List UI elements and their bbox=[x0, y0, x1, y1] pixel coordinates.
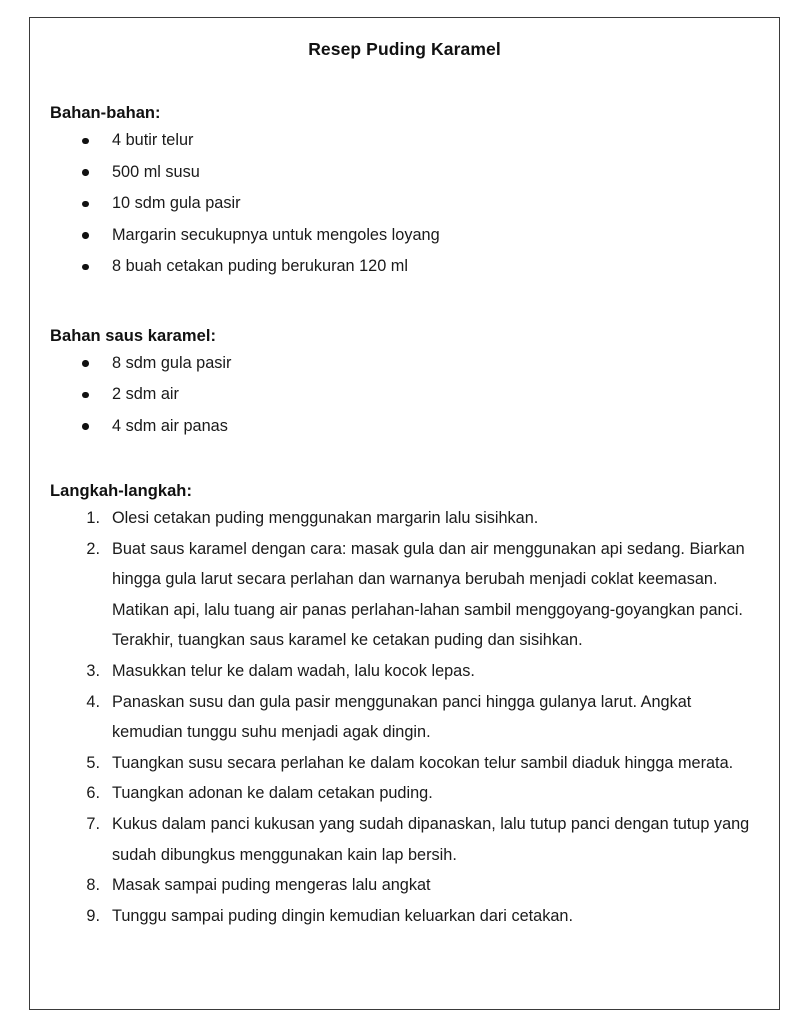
bullet-icon bbox=[82, 157, 89, 189]
bullet-icon bbox=[82, 125, 89, 157]
bullet-icon bbox=[82, 220, 89, 252]
step-text: Tuangkan susu secara perlahan ke dalam kocokan telur sambil diaduk hingga merata. bbox=[112, 753, 734, 772]
ingredient-text: 4 butir telur bbox=[112, 131, 194, 149]
step-text: Buat saus karamel dengan cara: masak gula dan air menggunakan api sedang. Biarkan hingga gula larut secara perlahan dan warnanya berubah menjadi coklat keemasan. Matikan api, lalu tuang air panas perlahan-lahan sambil menggoyang-goyangkan panci. Terakhir, tuangkan saus karamel ke cetakan puding dan sisihkan. bbox=[112, 539, 745, 650]
bullet-icon bbox=[82, 188, 89, 220]
step-item bbox=[44, 870, 765, 901]
ingredient-text: 2 sdm air bbox=[112, 385, 179, 403]
ingredients-list bbox=[44, 125, 765, 283]
step-item bbox=[44, 687, 765, 748]
section-steps bbox=[44, 482, 765, 931]
spacer-before-steps bbox=[44, 442, 765, 482]
caramel-sauce-heading: Bahan saus karamel: bbox=[50, 326, 217, 345]
step-text: Masak sampai puding mengeras lalu angkat bbox=[112, 876, 431, 895]
list-item bbox=[44, 220, 765, 252]
step-number: 7. bbox=[86, 814, 100, 833]
section-caramel-sauce bbox=[44, 327, 765, 443]
step-number: 2. bbox=[86, 539, 100, 558]
bullet-icon bbox=[82, 348, 89, 380]
ingredients-heading: Bahan-bahan: bbox=[50, 104, 161, 122]
bullet-icon bbox=[82, 379, 89, 411]
step-text: Tuangkan adonan ke dalam cetakan puding. bbox=[112, 784, 433, 803]
step-number: 6. bbox=[86, 784, 100, 803]
ingredient-text: 8 buah cetakan puding berukuran 120 ml bbox=[112, 257, 408, 275]
steps-list bbox=[44, 503, 765, 931]
document-border-frame bbox=[29, 17, 780, 1010]
step-item bbox=[44, 778, 765, 809]
ingredient-text: 500 ml susu bbox=[112, 162, 200, 181]
list-item bbox=[44, 188, 765, 220]
step-text: Tunggu sampai puding dingin kemudian keluarkan dari cetakan. bbox=[112, 906, 573, 925]
ingredient-text: 4 sdm air panas bbox=[112, 416, 228, 435]
step-item bbox=[44, 656, 765, 687]
step-text: Masukkan telur ke dalam wadah, lalu kocok lepas. bbox=[112, 661, 475, 680]
ingredient-text: 10 sdm gula pasir bbox=[112, 194, 241, 212]
step-item bbox=[44, 901, 765, 932]
step-item bbox=[44, 503, 765, 534]
step-number: 9. bbox=[86, 906, 100, 925]
step-text: Kukus dalam panci kukusan yang sudah dipanaskan, lalu tutup panci dengan tutup yang sudah dibungkus menggunakan kain lap bersih. bbox=[112, 814, 750, 864]
ingredient-text: Margarin secukupnya untuk mengoles loyang bbox=[112, 225, 440, 244]
spacer-after-title bbox=[44, 60, 765, 104]
step-item bbox=[44, 809, 765, 870]
list-item bbox=[44, 125, 765, 157]
step-text: Panaskan susu dan gula pasir menggunakan panci hingga gulanya larut. Angkat kemudian tunggu suhu menjadi agak dingin. bbox=[112, 692, 692, 742]
document-content bbox=[30, 18, 779, 941]
list-item bbox=[44, 251, 765, 283]
step-number: 5. bbox=[86, 753, 100, 772]
caramel-sauce-list bbox=[44, 348, 765, 443]
step-text: Olesi cetakan puding menggunakan margarin lalu sisihkan. bbox=[112, 509, 539, 527]
step-item bbox=[44, 534, 765, 656]
list-item bbox=[44, 411, 765, 443]
list-item bbox=[44, 157, 765, 189]
list-item bbox=[44, 348, 765, 380]
step-number: 8. bbox=[86, 876, 100, 895]
step-number: 1. bbox=[86, 509, 100, 527]
ingredient-text: 8 sdm gula pasir bbox=[112, 353, 232, 372]
spacer-before-caramel-sauce bbox=[44, 283, 765, 327]
bullet-icon bbox=[82, 251, 89, 283]
list-item bbox=[44, 379, 765, 411]
step-number: 4. bbox=[86, 692, 100, 711]
bullet-icon bbox=[82, 411, 89, 443]
page-title: Resep Puding Karamel bbox=[308, 39, 501, 59]
steps-heading: Langkah-langkah: bbox=[50, 482, 192, 500]
step-number: 3. bbox=[86, 661, 100, 680]
step-item bbox=[44, 748, 765, 779]
section-ingredients bbox=[44, 104, 765, 283]
